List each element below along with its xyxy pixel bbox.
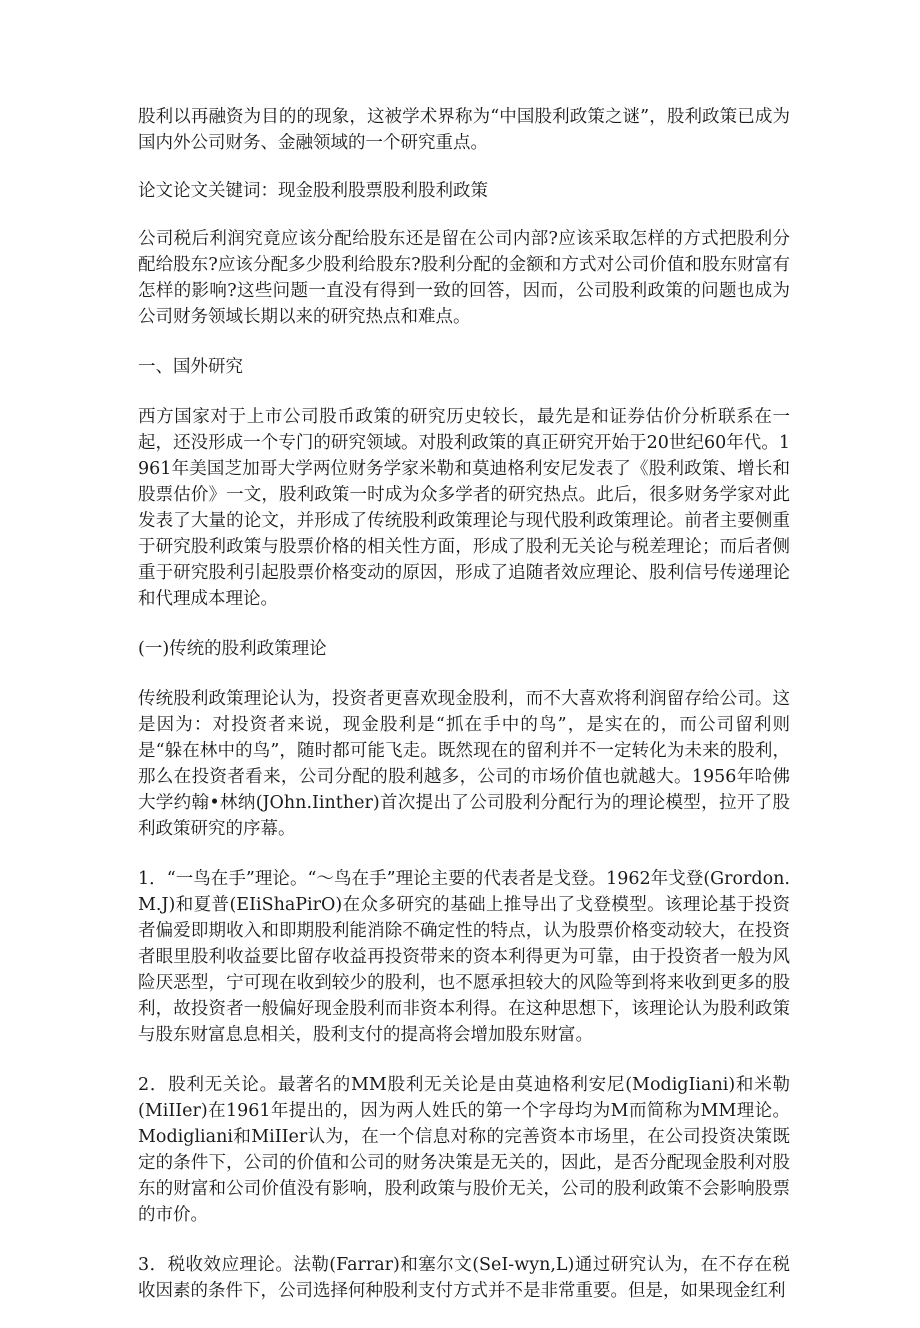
keywords-line: 论文论文关键词：现金股利股票股利股利政策: [138, 181, 488, 201]
paragraph-foreign-research: 西方国家对于上市公司股币政策的研究历史较长，最先是和证券估价分析联系在一起，还没形成一个专门的研究领域。对股利政策的真正研究开始于20世纪60年代。1961年美国芝加哥大学两位财务学家米勒和莫迪格利安尼发表了《股利政策、增长和股票估价》一文，股利政策一时成为众多学者的研究热点。此后，很多财务学家对此发表了大量的论文，并形成了传统股利政策理论与现代股利政策理论。前者主要侧重于研究股利政策与股票价格的相关性方面，形成了股利无关论与税差理论；而后者侧重于研究股利引起股票价格变动的原因，形成了追随者效应理论、股利信号传递理论和代理成本理论。: [138, 407, 790, 609]
paragraph-tax-effect: 3．税收效应理论。法勒(Farrar)和塞尔文(SeI-wyn,L)通过研究认为，在不存在税收因素的条件下，公司选择何种股利支付方式并不是非常重要。但是，如果现金红利: [138, 1255, 790, 1301]
subsection-heading-traditional-theory: (一)传统的股利政策理论: [138, 639, 327, 659]
section-heading-foreign-research: 一、国外研究: [138, 357, 243, 377]
paragraph-background: 公司税后利润究竟应该分配给股东还是留在公司内部?应该采取怎样的方式把股利分配给股东?应该分配多少股利给股东?股利分配的金额和方式对公司价值和股东财富有怎样的影响?这些问题一直没有得到一致的回答，因而，公司股利政策的问题也成为公司财务领域长期以来的研究热点和难点。: [138, 229, 790, 327]
document-page: [138, 104, 790, 1328]
paragraph-intro: 股利以再融资为目的的现象，这被学术界称为“中国股利政策之谜”，股利政策已成为国内外公司财务、金融领域的一个研究重点。: [138, 107, 790, 153]
paragraph-traditional-theory: 传统股利政策理论认为，投资者更喜欢现金股利，而不大喜欢将利润留存给公司。这是因为：对投资者来说，现金股利是“抓在手中的鸟”，是实在的，而公司留利则是“躲在林中的鸟”，随时都可能飞走。既然现在的留利并不一定转化为未来的股利，那么在投资者看来，公司分配的股利越多，公司的市场价值也就越大。1956年哈佛大学约翰•林纳(JOhn.Iinther)首次提出了公司股利分配行为的理论模型，拉开了股利政策研究的序幕。: [138, 689, 790, 839]
paragraph-dividend-irrelevance: 2．股利无关论。最著名的MM股利无关论是由莫迪格利安尼(ModigIiani)和米勒(MiIIer)在1961年提出的，因为两人姓氏的第一个字母均为M而简称为MM理论。Modigliani和MiIIer认为，在一个信息对称的完善资本市场里，在公司投资决策既定的条件下，公司的价值和公司的财务决策是无关的，因此，是否分配现金股利对股东的财富和公司价值没有影响，股利政策与股价无关，公司的股利政策不会影响股票的市价。: [138, 1075, 790, 1225]
paragraph-bird-in-hand: 1．“一鸟在手”理论。“～鸟在手”理论主要的代表者是戈登。1962年戈登(Grordon.M.J)和夏普(EIiShaPirO)在众多研究的基础上推导出了戈登模型。该理论基于投资者偏爱即期收入和即期股利能消除不确定性的特点，认为股票价格变动较大，在投资者眼里股利收益要比留存收益再投资带来的资本利得更为可靠，由于投资者一般为风险厌恶型，宁可现在收到较少的股利，也不愿承担较大的风险等到将来收到更多的股利，故投资者一般偏好现金股利而非资本利得。在这种思想下，该理论认为股利政策与股东财富息息相关，股利支付的提高将会增加股东财富。: [138, 869, 790, 1045]
